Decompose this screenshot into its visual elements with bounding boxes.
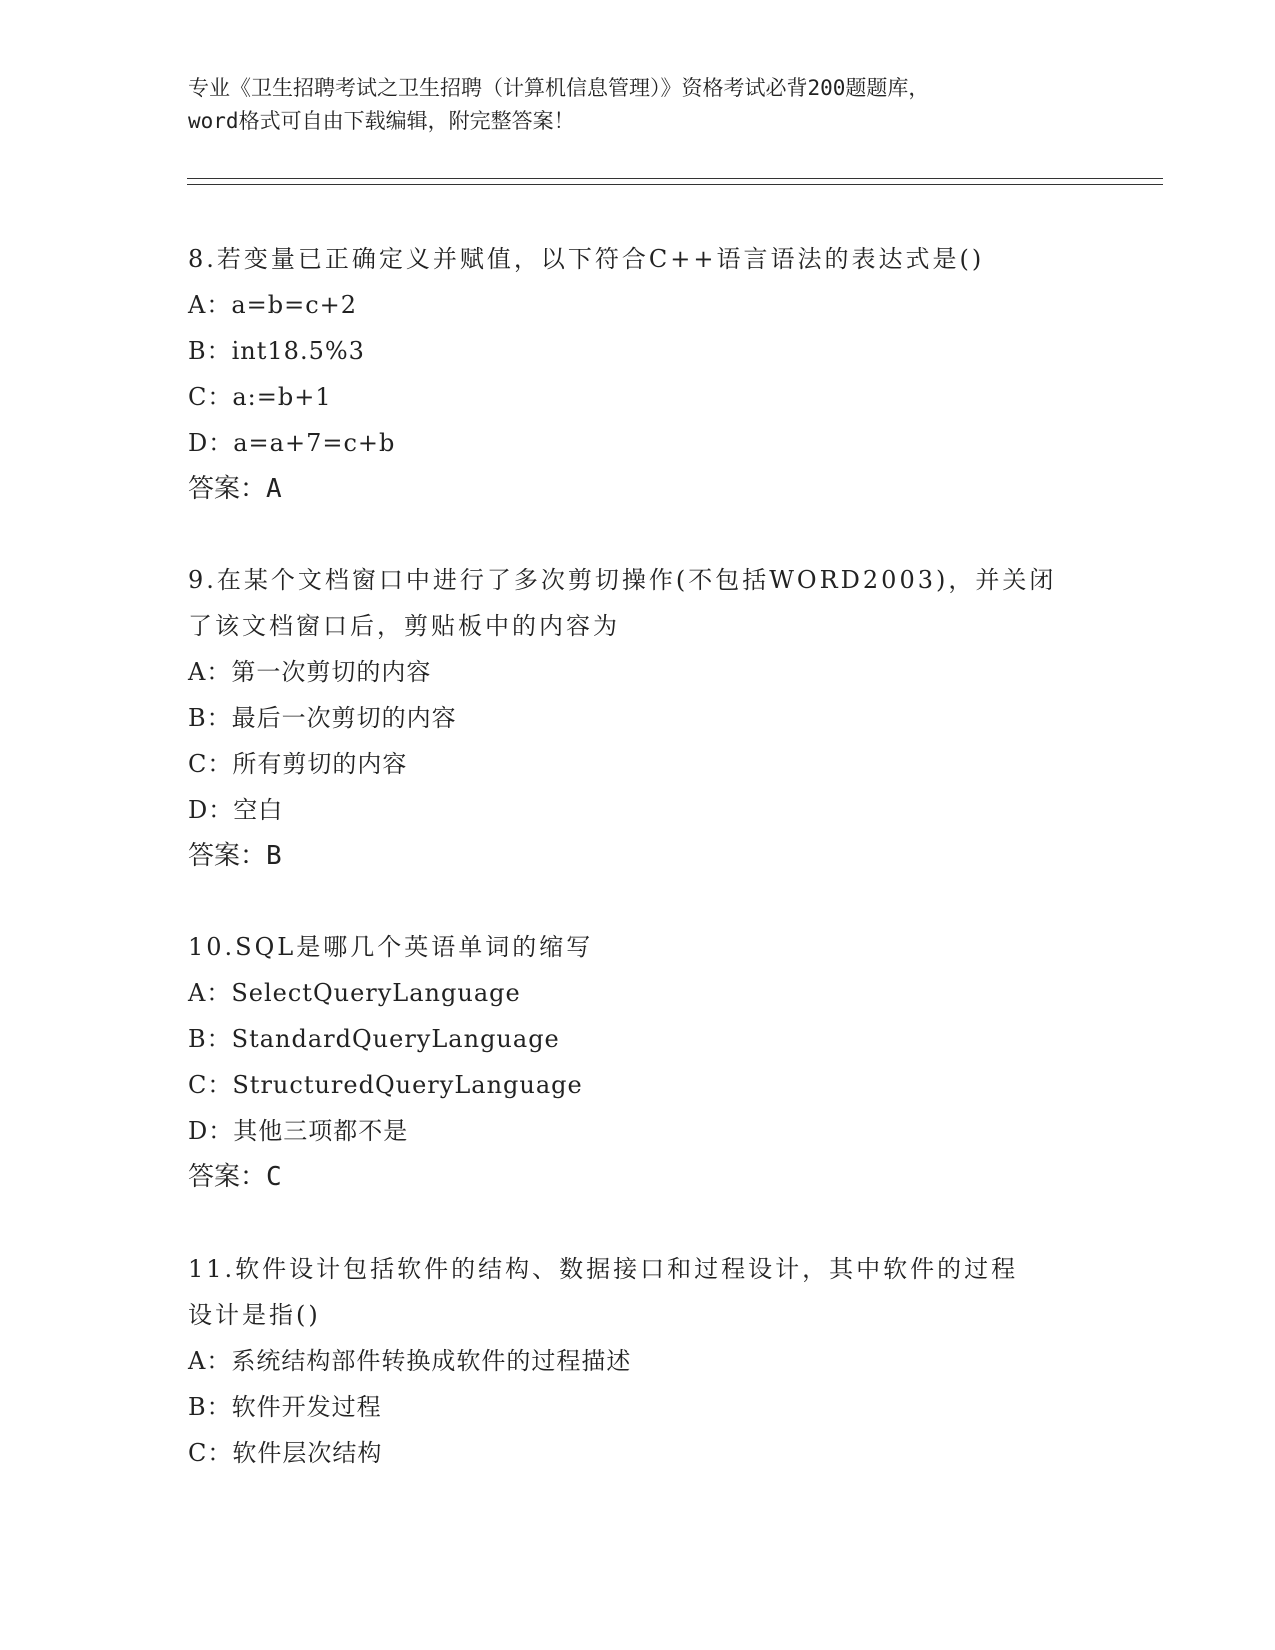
option-a: A：a=b=c+2 — [188, 291, 358, 319]
question-stem-continued: 设计是指() — [188, 1301, 321, 1329]
answer-label: 答案：C — [188, 1162, 282, 1192]
option-b: B：软件开发过程 — [188, 1393, 382, 1421]
question-stem: 10.SQL是哪几个英语单词的缩写 — [188, 933, 594, 961]
option-d: D：空白 — [188, 796, 284, 824]
question-10 — [188, 924, 1088, 1200]
question-stem-continued: 了该文档窗口后，剪贴板中的内容为 — [188, 612, 620, 640]
option-b: B：最后一次剪切的内容 — [188, 704, 457, 732]
option-c: C：StructuredQueryLanguage — [188, 1071, 583, 1099]
header-line-2: word格式可自由下载编辑，附完整答案！ — [188, 109, 575, 133]
question-11 — [188, 1246, 1088, 1476]
option-c: C：软件层次结构 — [188, 1439, 383, 1467]
option-a: A：第一次剪切的内容 — [188, 658, 432, 686]
header-divider-top — [187, 178, 1163, 179]
option-d: D：a=a+7=c+b — [188, 429, 396, 457]
option-c: C：a:=b+1 — [188, 383, 332, 411]
document-header — [188, 72, 1088, 138]
option-b: B：int18.5%3 — [188, 337, 365, 365]
question-stem: 11.软件设计包括软件的结构、数据接口和过程设计，其中软件的过程 — [188, 1255, 1019, 1283]
option-a: A：系统结构部件转换成软件的过程描述 — [188, 1347, 632, 1375]
option-c: C：所有剪切的内容 — [188, 750, 408, 778]
answer-label: 答案：B — [188, 841, 282, 871]
option-d: D：其他三项都不是 — [188, 1117, 409, 1145]
question-stem: 8.若变量已正确定义并赋值，以下符合C++语言语法的表达式是() — [188, 245, 985, 273]
question-8 — [188, 236, 1088, 512]
question-stem: 9.在某个文档窗口中进行了多次剪切操作(不包括WORD2003)，并关闭 — [188, 566, 1057, 594]
header-line-1: 专业《卫生招聘考试之卫生招聘（计算机信息管理）》资格考试必背200题题库， — [188, 76, 930, 100]
option-b: B：StandardQueryLanguage — [188, 1025, 560, 1053]
header-divider-bottom — [187, 184, 1163, 185]
option-a: A：SelectQueryLanguage — [188, 979, 521, 1007]
answer-label: 答案：A — [188, 474, 282, 504]
question-9 — [188, 557, 1088, 879]
